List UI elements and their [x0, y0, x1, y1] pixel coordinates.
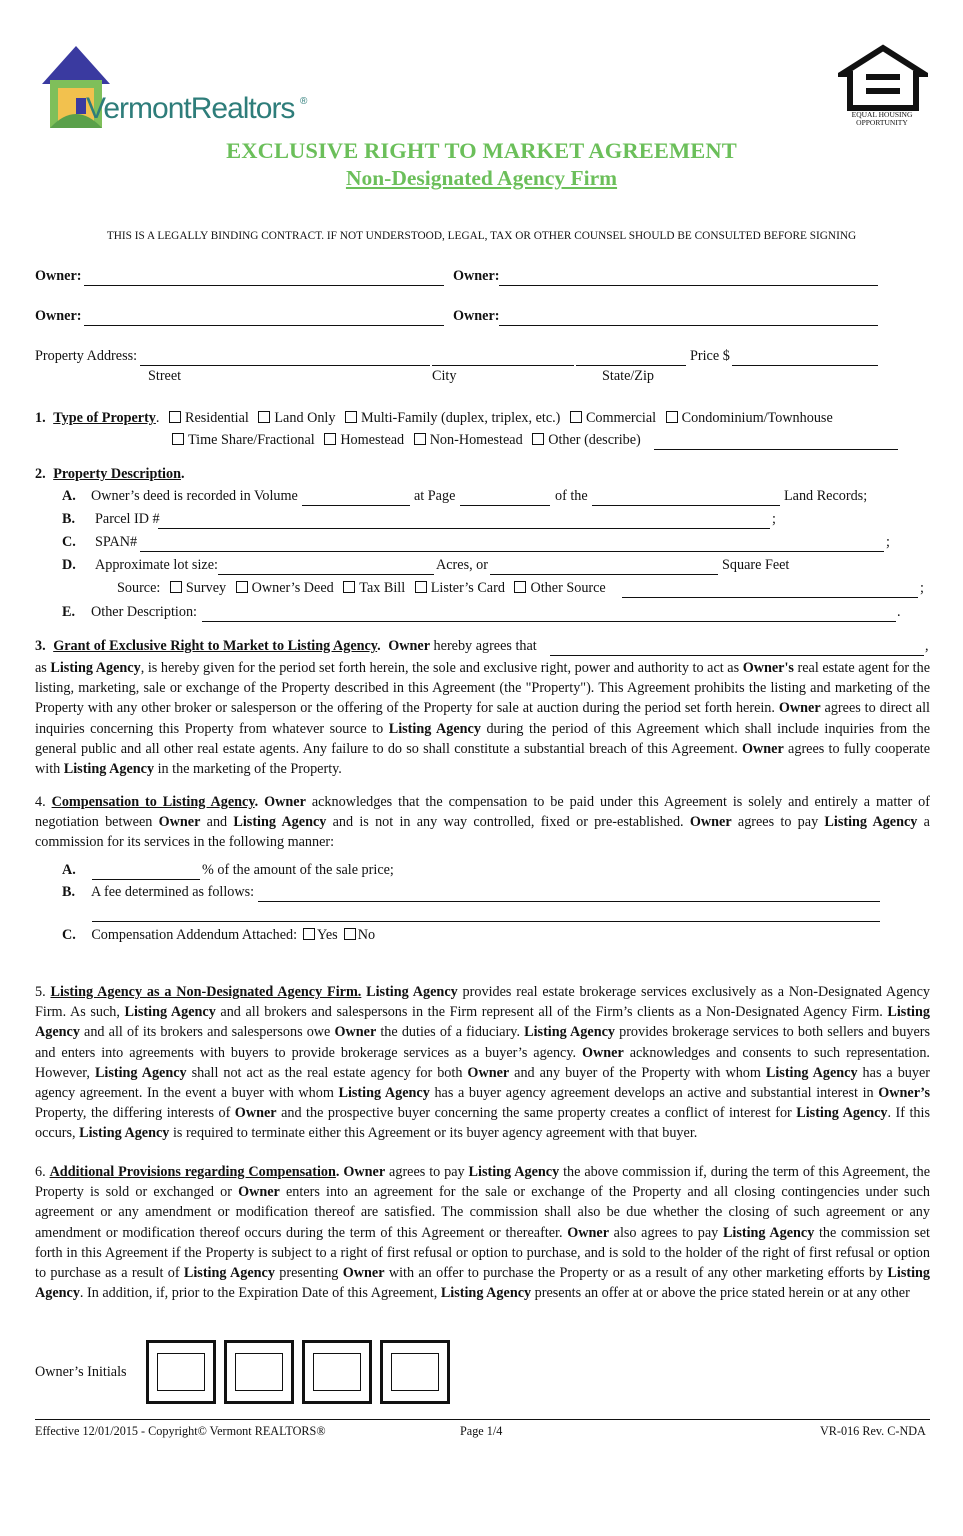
price-label: Price $	[690, 348, 730, 364]
source-label: Source:	[117, 580, 161, 596]
initials-box-2[interactable]	[224, 1340, 294, 1404]
parcel-id-field[interactable]	[158, 528, 770, 529]
street-field[interactable]	[140, 365, 430, 366]
tax-bill-checkbox[interactable]	[343, 581, 355, 593]
square-feet-label: Square Feet	[722, 557, 790, 573]
footer-divider	[35, 1419, 930, 1420]
page-title: EXCLUSIVE RIGHT TO MARKET AGREEMENT	[226, 138, 737, 163]
listers-card-checkbox[interactable]	[415, 581, 427, 593]
option-condominium: Condominium/Townhouse	[681, 410, 833, 426]
volume-field[interactable]	[302, 505, 410, 506]
legal-notice: THIS IS A LEGALLY BINDING CONTRACT. IF NOT UNDERSTOOD, LEGAL, TAX OR OTHER COUNSEL SHOULD BE CONSULTED BEFORE SIGNING	[106, 230, 857, 242]
owners-deed-checkbox[interactable]	[236, 581, 248, 593]
source-owners-deed: Owner’s Deed	[251, 580, 334, 596]
land-records-label: Land Records;	[784, 488, 868, 504]
vermont-realtors-logo	[36, 40, 308, 135]
option-homestead: Homestead	[340, 432, 405, 448]
owner-field-3[interactable]	[84, 325, 444, 326]
time-share-checkbox[interactable]	[172, 433, 184, 445]
owner-field-2[interactable]	[499, 285, 878, 286]
parcel-semicolon: ;	[772, 511, 776, 527]
footer-page-number: Page 1/4	[460, 1424, 503, 1438]
option-multi-family: Multi-Family (duplex, triplex, etc.)	[361, 410, 561, 426]
eho-text-line2: OPPORTUNITY	[856, 118, 908, 127]
section3-comma: ,	[925, 638, 929, 654]
owner-field-1[interactable]	[84, 285, 444, 286]
option-commercial: Commercial	[585, 410, 657, 426]
owner-label-2: Owner:	[453, 268, 500, 284]
option-land-only: Land Only	[274, 410, 336, 426]
page-field[interactable]	[460, 505, 550, 506]
lot-size-label: Approximate lot size:	[95, 557, 218, 573]
other-description-field[interactable]	[202, 621, 896, 622]
addendum-yes-checkbox[interactable]	[303, 928, 315, 940]
source-tax-bill: Tax Bill	[359, 580, 406, 596]
addendum-no-checkbox[interactable]	[344, 928, 356, 940]
land-only-checkbox[interactable]	[258, 411, 270, 423]
section2-heading-row: 2. Property Description.	[35, 466, 185, 482]
city-caption: City	[432, 368, 457, 384]
city-field[interactable]	[432, 365, 574, 366]
section3-number: 3.	[35, 638, 46, 654]
fee-label: A fee determined as follows:	[91, 884, 255, 900]
eho-text-line1: EQUAL HOUSING	[851, 110, 913, 119]
footer-copyright: Effective 12/01/2015 - Copyright© Vermont REALTORS®	[35, 1424, 326, 1438]
section6-body: 6. Additional Provisions regarding Compensation. Owner agrees to pay Listing Agency the above commission if, during the term of this Agreement, the Property is sold or exchanged or Owner enters into an agreement for the sale or exchange of the Property and all closing contingencies under such agreement or any amendment or modification thereof are satisfied. The commission shall also be due whether the closing of such agreement or any amendment or modification thereof occurs during the term of this Agreement or thereafter. Owner also agrees to pay Listing Agency the commission set forth in this Agreement if the Property is subject to a right of first refusal or option to purchase, and is sold to the holder of the right of first refusal or option to purchase as a result of Listing Agency presenting Owner with an offer to purchase the Property or as a result of any other marketing efforts by Listing Agency. In addition, if, prior to the Expiration Date of this Agreement, Listing Agency presents an offer at or above the price stated herein or at any other	[35, 1164, 930, 1302]
parcel-id-label: Parcel ID #	[95, 511, 160, 527]
initials-box-4[interactable]	[380, 1340, 450, 1404]
non-homestead-checkbox[interactable]	[414, 433, 426, 445]
initials-box-1[interactable]	[146, 1340, 216, 1404]
condominium-checkbox[interactable]	[666, 411, 678, 423]
item-2a-text: Owner’s deed is recorded in Volume	[91, 488, 298, 504]
other-source-field[interactable]	[622, 597, 918, 598]
source-listers-card: Lister’s Card	[430, 580, 505, 596]
addendum-no-label: No	[357, 927, 376, 943]
owner-label-1: Owner:	[35, 268, 82, 284]
logo-text: VermontRealtors	[86, 92, 295, 125]
section2-number: 2.	[35, 466, 46, 482]
span-field[interactable]	[140, 551, 884, 552]
item-2c-letter: C.	[62, 534, 76, 550]
logo-registered-mark: ®	[300, 96, 308, 107]
at-page-label: at Page	[414, 488, 456, 504]
owners-initials-label: Owner’s Initials	[35, 1364, 127, 1380]
option-non-homestead: Non-Homestead	[429, 432, 523, 448]
street-caption: Street	[148, 368, 182, 384]
item-2e-letter: E.	[62, 604, 76, 620]
percent-label: % of the amount of the sale price;	[202, 862, 394, 878]
other-source-checkbox[interactable]	[514, 581, 526, 593]
owner-field-4[interactable]	[499, 325, 878, 326]
initials-box-3[interactable]	[302, 1340, 372, 1404]
item-2d-letter: D.	[62, 557, 76, 573]
state-zip-field[interactable]	[576, 365, 686, 366]
source-other: Other Source	[530, 580, 606, 596]
owner-label-3: Owner:	[35, 308, 82, 324]
section1-number: 1.	[35, 410, 46, 426]
town-field[interactable]	[592, 505, 780, 506]
listing-agency-name-field[interactable]	[550, 655, 924, 656]
of-the-label: of the	[555, 488, 588, 504]
span-label: SPAN#	[95, 534, 138, 550]
item-2b-letter: B.	[62, 511, 76, 527]
section2-heading: Property Description	[53, 466, 181, 482]
section3-body: as Listing Agency, is hereby given for the period set forth herein, the sole and exclusive right, power and authority to act as Owner's real estate agent for the listing, marketing, sale or exchange of the Property described in this Agreement (the "Property"). This Agreement prohibits the listing and marketing of the Property with any other broker or salesperson or the offering of the Property for sale at auction during the period set forth herein. Owner agrees to direct all inquiries concerning this Property from whatever source to Listing Agency during the period of this Agreement which shall include inquiries from the general public and all other real estate agents. Any failure to do so shall constitute a substantial breach of this Agreement. Owner agrees to fully cooperate with Listing Agency in the marketing of the Property.	[35, 660, 930, 778]
price-field[interactable]	[732, 365, 878, 366]
property-address-label: Property Address:	[35, 348, 138, 364]
option-other: Other (describe)	[548, 432, 641, 448]
equal-housing-logo	[838, 44, 928, 128]
other-checkbox[interactable]	[532, 433, 544, 445]
acres-field[interactable]	[218, 574, 434, 575]
commercial-checkbox[interactable]	[570, 411, 582, 423]
residential-checkbox[interactable]	[169, 411, 181, 423]
option-time-share: Time Share/Fractional	[188, 432, 315, 448]
compensation-addendum-label: Compensation Addendum Attached:	[91, 927, 298, 943]
compensation-addendum-row	[62, 927, 375, 944]
source-semicolon: ;	[920, 580, 924, 596]
homestead-checkbox[interactable]	[324, 433, 336, 445]
section3-heading: Grant of Exclusive Right to Market to Listing Agency	[53, 638, 378, 654]
owner-label-4: Owner:	[453, 308, 500, 324]
other-description-period: .	[897, 604, 901, 620]
other-describe-field[interactable]	[654, 449, 898, 450]
state-zip-caption: State/Zip	[602, 368, 655, 384]
section3-owner: Owner	[388, 638, 430, 654]
option-residential: Residential	[185, 410, 249, 426]
section1-row2	[166, 432, 641, 449]
section1-row1: 1. Type of Property. Residential Land Only Multi-Family (duplex, triplex, etc.) Commercial Condominium/Townhouse	[35, 410, 833, 426]
other-description-label: Other Description:	[91, 604, 197, 620]
item-4b-letter: B.	[62, 884, 76, 900]
section5-body: 5. Listing Agency as a Non-Designated Agency Firm. Listing Agency provides real estate brokerage services exclusively as a Non-Designated Agency Firm. As such, Listing Agency and all brokers and salespersons in the Firm represent all of the Firm’s clients as a Non-Designated Agency Firm. Listing Agency and all of its brokers and salespersons owe Owner the duties of a fiduciary. Listing Agency provides brokerage services to both sellers and buyers and enters into agreements with buyers to provide brokerage services as a buyer’s agency. Owner acknowledges and consents to such representation. However, Listing Agency shall not act as the real estate agency for both Owner and any buyer of the Property with whom Listing Agency has a buyer agency agreement. In the event a buyer with whom Listing Agency has a buyer agency agreement develops an active and substantial interest in Owner’s Property, the differing interests of Owner and the prospective buyer concerning the same property creates a conflict of interest for Listing Agency. If this occurs, Listing Agency is required to terminate either this Agreement or its buyer agency agreement with that buyer.	[35, 984, 931, 1142]
fee-field-2[interactable]	[92, 921, 880, 922]
section4-body: 4. Compensation to Listing Agency. Owner acknowledges that the compensation to be paid under this Agreement is solely and entirely a matter of negotiation between Owner and Listing Agency and is not in any way controlled, fixed or pre-established. Owner agrees to pay Listing Agency a commission for its services in the following manner:	[35, 794, 930, 851]
section3-agrees-text: hereby agrees that	[433, 638, 537, 654]
equal-housing-icon	[838, 44, 928, 112]
multi-family-checkbox[interactable]	[345, 411, 357, 423]
footer-form-id: VR-016 Rev. C-NDA	[820, 1424, 926, 1438]
section1-heading: Type of Property	[53, 410, 156, 426]
item-4a-letter: A.	[62, 862, 76, 878]
percent-field[interactable]	[92, 879, 200, 880]
addendum-yes-label: Yes	[317, 927, 338, 943]
source-survey: Survey	[185, 580, 227, 596]
source-row	[117, 580, 606, 597]
item-4c-letter: C.	[62, 927, 76, 943]
section3-first-line: 3. Grant of Exclusive Right to Market to Listing Agency. Owner hereby agrees that	[35, 638, 537, 654]
span-semicolon: ;	[886, 534, 890, 550]
page-subtitle: Non-Designated Agency Firm	[345, 166, 618, 190]
fee-field-1[interactable]	[258, 901, 880, 902]
survey-checkbox[interactable]	[170, 581, 182, 593]
square-feet-field[interactable]	[490, 574, 718, 575]
item-2a-letter: A.	[62, 488, 76, 504]
acres-or-label: Acres, or	[436, 557, 488, 573]
